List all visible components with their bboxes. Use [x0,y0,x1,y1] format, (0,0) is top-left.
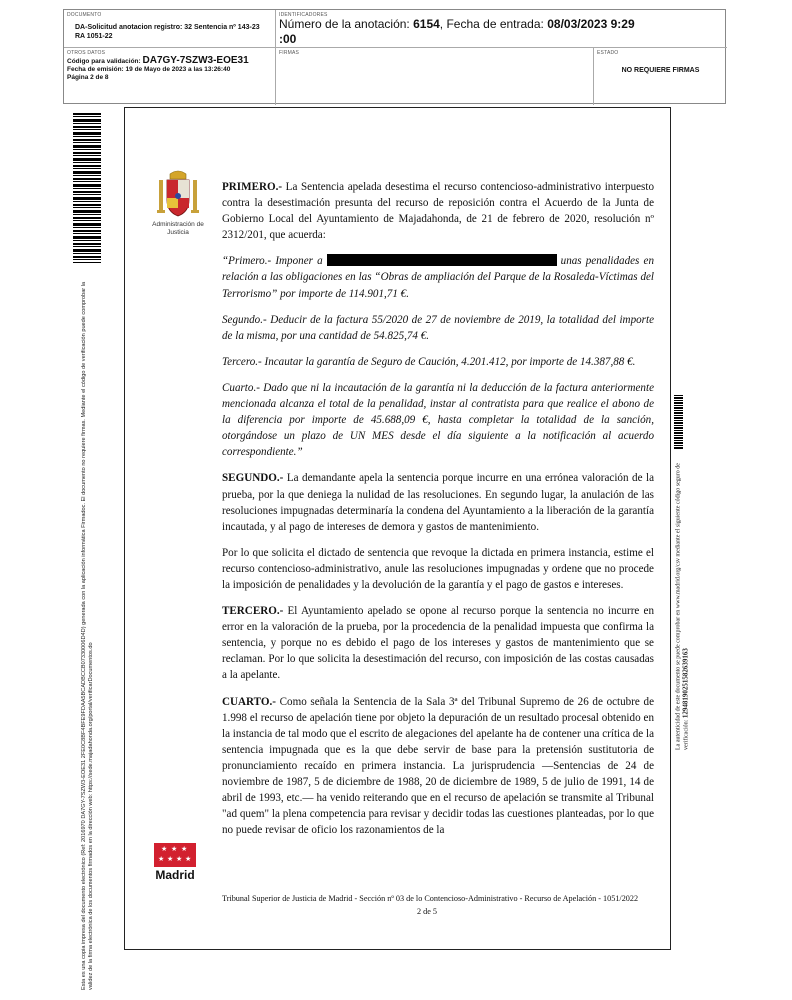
quote-primero [222,253,654,301]
primero-text: La Sentencia apelada desestima el recurso contencioso-administrativo interpuesto contra la desestimación presunta del recurso de reposición contra el Acuerdo de la Junta de Gobierno Local del Ayuntamiento de Majadahonda, de 21 de febrero de 2020, resolución nº 2312/201, que acuerda: [222,181,654,242]
firmas-cell [276,48,594,105]
firmas-caption: FIRMAS [279,50,300,56]
verification-side-text: Esta es una copia impresa del documento electrónico (Ref: 2016970 DA7GY-7SZW3-EOE31 2FE0C8BF4BFE9FDAA5BCADBCCB07330006D4D) generada con la aplicación informática Firmadoc. El documento no requiere firmas. Mediante el código de verificación puede comprobar la validez de la firma electrónica de los documentos firmados en la dirección web: https://sede.majadahonda.org/portal/verificarDocumentos.do [81,281,94,990]
heading-tercero: TERCERO.- [222,605,284,618]
document-body [222,179,654,848]
otros-datos [67,57,249,82]
coat-of-arms-icon [156,170,200,220]
left-barcode [73,113,101,263]
documento-cell [64,10,276,48]
identificadores-cell [276,10,727,48]
heading-cuarto: CUARTO.- [222,695,276,708]
star-icon: ★ [185,855,192,863]
madrid-flag-logo [154,843,196,867]
otros-datos-cell [64,48,276,105]
madrid-label: Madrid [155,868,195,882]
documento-caption: DOCUMENTO [67,12,102,18]
csv-text: La autenticidad de este documento se puede comprobar en www.madrid.org/csv mediante el siguiente código seguro de verificación: [675,463,690,750]
identificadores-text [279,17,719,47]
star-icon: ★ [171,845,178,853]
footer-page-number: 2 de 5 [417,907,438,916]
paragraph-segundo [222,470,654,534]
tercero-text: El Ayuntamiento apelado se opone al recurso porque la sentencia no incurre en error en la valoración de la prueba, por la procedencia de la penalidad impuesta que confirma la sentencia, y porque no es debido el pago de los intereses y gastos de mantenimiento que se reclaman. Por lo que solicita la desestimación del recurso, con imposición de las costas causadas a la apelante. [222,605,654,682]
pagina-indicator: Página 2 de 8 [67,74,109,81]
estado-caption: ESTADO [597,50,619,56]
star-icon: ★ [176,855,183,863]
entrada-label: , Fecha de entrada: [439,17,544,31]
segundo-text: La demandante apela la sentencia porque incurre en una errónea valoración de la prueba, por la que deniega la nulidad de las resoluciones. En segundo lugar, la anulación de las resoluciones impugnadas determinaría la condena del Ayuntamiento a la liberación de la garantía incautada, y al pago de intereses de demora y gastos de mantenimiento. [222,472,654,533]
emision-value: 19 de Mayo de 2023 a las 13:26:40 [125,66,231,73]
paragraph-tercero [222,603,654,683]
csv-verification-text [676,450,691,750]
identificadores-caption: IDENTIFICADORES [279,12,328,18]
estado-cell [594,48,727,105]
footer-text: Tribunal Superior de Justicia de Madrid - Sección nº 03 de lo Contencioso-Administrativo - Recurso de Apelación - 1051/2022 [222,894,639,903]
right-barcode [674,395,683,450]
paragraph-solicita: Por lo que solicita el dictado de sentencia que revoque la dictada en primera instancia, estime el recurso contencioso-administrativo, anule las resoluciones impugnadas y ordene que no procede la imposición de penalidades y la devolución de la garantía y el pago de gastos e intereses. [222,546,654,591]
codigo-value: DA7GY-7SZW3-EOE31 [142,55,249,66]
cuarto-text: Como señala la Sentencia de la Sala 3ª del Tribunal Supremo de 26 de octubre de 1.998 el recurso de apelación tiene por objeto la depuración de un resultado procesal obtenido en la instancia de tal modo que el escrito de alegaciones del apelante ha de contener una crítica de la sentencia impugnada que es la que debe servir de base para la pretensión sustitutoria de pronunciamiento recaído en primera instancia. La jurisprudencia —Sentencias de 24 de noviembre de 1987, 5 de diciembre de 1988, 20 de diciembre de 1989, 5 de julio de 1991, 14 de abril de 1993, etc.— ha venido reiterando que en el recurso de apelación se transmite al Tribunal "ad quem" la plena competencia para revisar y decidir todas las cuestiones planteadas, por lo que no puede revisar de oficio los razonamientos de la [222,695,654,837]
heading-primero: PRIMERO.- [222,181,283,193]
emision-label: Fecha de emisión: [67,66,124,73]
page-footer [222,892,654,916]
paragraph-cuarto [222,694,654,839]
entrada-time-cont: :00 [279,32,297,46]
quote-segundo: Segundo.- Deducir de la factura 55/2020 de 27 de noviembre de 2019, la totalidad del importe de la misma, por una cantidad de 54.825,74 €. [222,313,654,342]
star-icon: ★ [158,855,165,863]
anotacion-label: Número de la anotación: [279,17,410,31]
quote-cuarto: Cuarto.- Dado que ni la incautación de la garantía ni la deducción de la factura anteriormente mencionada alcanza el total de la penalidad, instar al contratista para que realice el abono de la diferencia por importe de 45.688,09 €, hasta completar la totalidad de la sanción, otorgándose un plazo de UN MES desde el día siguiente a la notificación al acuerdo correspondiente.” [222,381,654,459]
star-icon: ★ [181,845,188,853]
heading-segundo: SEGUNDO.- [222,472,284,485]
quote-primero-end: unas penalidades en relación a las obligaciones en las “Obras de ampliación del Parque de la Rosaleda-Víctimas del Terrorismo” por importe de 114.901,71 €. [222,255,654,300]
paragraph-primero [222,179,654,243]
redaction-block [327,254,557,266]
documento-text: DA-Solicitud anotacion registro: 32 Sentencia nº 143-23 RA 1051-22 [75,24,260,40]
crest-caption: Administración de Justicia [152,221,204,236]
codigo-label: Código para validación: [67,58,141,65]
csv-code: 1294819025158263916​3 [681,648,690,719]
entrada-date: 08/03/2023 9:29 [547,17,635,31]
quote-primero-start: “Primero.- Imponer a [222,255,323,268]
otros-caption: OTROS DATOS [67,50,106,56]
estado-value: NO REQUIERE FIRMAS [621,67,700,74]
star-icon: ★ [167,855,174,863]
document-header [63,9,726,104]
anotacion-number: 6154 [413,17,440,31]
star-icon: ★ [161,845,168,853]
quote-tercero: Tercero.- Incautar la garantía de Seguro de Caución, 4.201.412, por importe de 14.387,88 €. [222,355,636,368]
